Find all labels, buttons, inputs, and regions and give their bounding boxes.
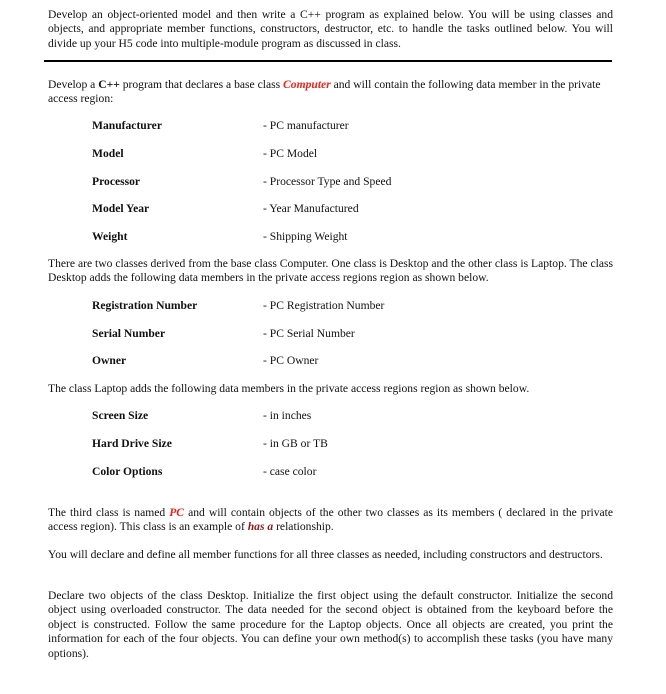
member-row-weight (0, 230, 666, 246)
member-name: Registration Number (92, 299, 198, 312)
member-row-model-year (0, 202, 666, 218)
computer-class-name: Computer (283, 78, 331, 91)
member-name: Model (92, 147, 124, 160)
member-row-processor (0, 175, 666, 191)
member-desc: - in GB or TB (263, 437, 328, 450)
objects-paragraph: Declare two objects of the class Desktop. Initialize the first object using the default constructor. Initialize the second object using overloaded constructor. The data needed for the second object is obtained from the keyboard before the object is constructed. Follow the same procedure for the Laptop objects. Once all objects are created, you print the information for each of the four objects. You can define your own method(s) to accomplish these tasks (you have many options). (48, 589, 613, 660)
member-row-hard-drive-size (0, 437, 666, 453)
member-name: Hard Drive Size (92, 437, 172, 450)
member-row-owner (0, 354, 666, 370)
member-row-registration-number (0, 299, 666, 315)
member-name: Weight (92, 230, 128, 243)
member-functions-paragraph: You will declare and define all member functions for all three classes as needed, including constructors and destructors. (48, 548, 603, 561)
section-divider (44, 60, 612, 62)
intro-paragraph: Develop an object-oriented model and then write a C++ program as explained below. You will be using classes and objects, and appropriate member functions, constructors, destructor, etc. to handle the tasks outlined below. You will divide up your H5 code into multiple-module program as discussed in class. (48, 8, 613, 50)
member-desc: - Processor Type and Speed (263, 175, 392, 188)
member-desc: - PC Owner (263, 354, 319, 367)
member-row-manufacturer (0, 119, 666, 135)
member-name: Screen Size (92, 409, 149, 422)
member-desc: - PC Serial Number (263, 327, 355, 340)
member-row-color-options (0, 465, 666, 481)
pc-class-name: PC (169, 506, 185, 519)
member-desc: - PC Registration Number (263, 299, 385, 312)
member-row-model (0, 147, 666, 163)
member-name: Processor (92, 175, 141, 188)
member-desc: - in inches (263, 409, 312, 422)
member-desc: - PC Model (263, 147, 318, 160)
member-row-screen-size (0, 409, 666, 425)
member-desc: - case color (263, 465, 317, 478)
member-name: Owner (92, 354, 127, 367)
member-desc: - PC manufacturer (263, 119, 349, 132)
base-class-paragraph: Develop a C++ program that declares a base class Computer and will contain the following data member in the private access region: (48, 78, 601, 106)
member-name: Color Options (92, 465, 163, 478)
member-row-serial-number (0, 327, 666, 343)
cpp-keyword: C++ (98, 78, 120, 91)
member-name: Manufacturer (92, 119, 162, 132)
member-desc: - Shipping Weight (263, 230, 348, 243)
member-name: Serial Number (92, 327, 166, 340)
has-a-relation: has a (247, 520, 274, 534)
third-class-paragraph: The third class is named PC and will contain objects of the other two classes as its members ( declared in the private access region). This class is an example of has a relationship. (48, 506, 614, 534)
laptop-paragraph: The class Laptop adds the following data members in the private access regions region as shown below. (48, 382, 530, 395)
member-desc: - Year Manufactured (263, 202, 359, 215)
derived-classes-paragraph: There are two classes derived from the base class Computer. One class is Desktop and the other class is Laptop. The class Desktop adds the following data members in the private access regions region as shown below. (48, 257, 613, 285)
member-name: Model Year (92, 202, 150, 215)
